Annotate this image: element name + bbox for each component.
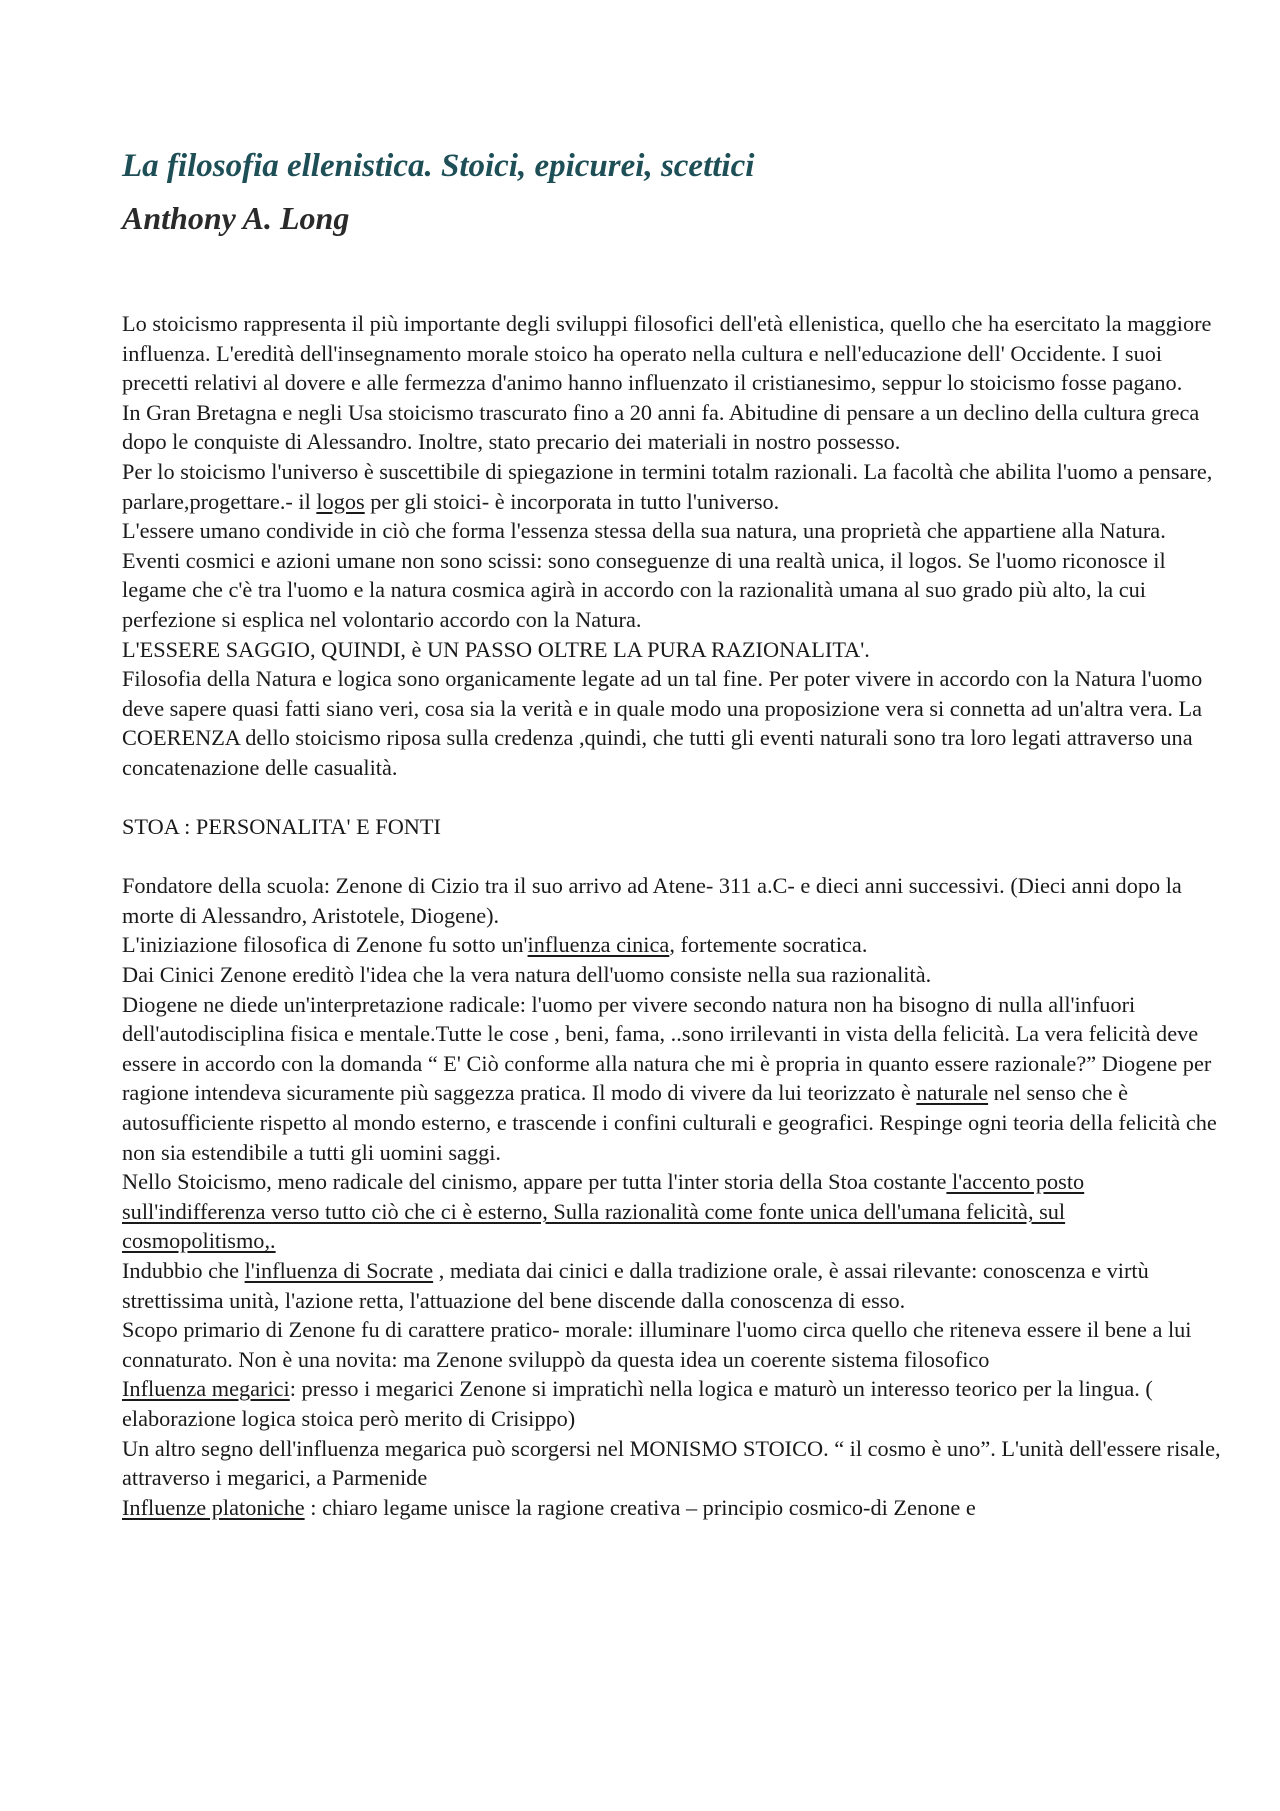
paragraph <box>122 990 1222 1168</box>
blank-line <box>122 783 1222 813</box>
text-run: Nello Stoicismo, meno radicale del cinismo, appare per tutta l'inter storia della Stoa costante <box>122 1169 947 1195</box>
paragraph: Fondatore della scuola: Zenone di Cizio tra il suo arrivo ad Atene- 311 a.C- e dieci anni successivi. (Dieci anni dopo la morte di Alessandro, Aristotele, Diogene). <box>122 873 1182 928</box>
text-run: Per lo stoicismo l'universo è suscettibile di spiegazione in termini totalm razionali. La facoltà che abilita l'uomo a pensare, parlare,progettare.- il <box>122 458 1213 514</box>
paragraph: Un altro segno dell'influenza megarica può scorgersi nel MONISMO STOICO. “ il cosmo è uno”. L'unità dell'essere risale, attraverso i megarici, a Parmenide <box>122 1435 1221 1491</box>
paragraph: L'ESSERE SAGGIO, QUINDI, è UN PASSO OLTRE LA PURA RAZIONALITA'. <box>122 636 870 662</box>
blank-line <box>122 842 1222 872</box>
underlined-passage: l'accento posto sull'indifferenza verso tutto ciò che ci è esterno, Sulla razionalità come fonte unica dell'umana felicità, sul cosmopolitismo,. <box>122 1169 1085 1254</box>
paragraph <box>122 1374 1222 1433</box>
underlined-term: Influenze platoniche <box>122 1494 305 1520</box>
section-heading: STOA : PERSONALITA' E FONTI <box>122 814 441 840</box>
underlined-term: Influenza megarici <box>122 1376 290 1402</box>
text-run: nel senso che è autosufficiente rispetto al mondo esterno, e trascende i confini culturali e geografici. Respinge ogni teoria della felicità che non sia estendibile a tutti gli uomini saggi. <box>122 1080 1217 1165</box>
document-author: Anthony A. Long <box>122 200 350 236</box>
paragraph <box>122 1493 1222 1523</box>
document-body <box>122 309 1222 1522</box>
underlined-term-logos: logos <box>316 488 365 514</box>
text-run: Diogene ne diede un'interpretazione radicale: l'uomo per vivere secondo natura non ha bisogno di nulla all'infuori dell'autodisciplina fisica e mentale.Tutte le cose , beni, fama, ..sono irrilevanti in vista della felicità. La vera felicità deve essere in accordo con la domanda “ E' Ciò conforme alla natura che mi è propria in quanto essere razionale?” Diogene per ragione intendeva sicuramente più saggezza pratica. Il modo di vivere da lui teorizzato è <box>122 991 1212 1106</box>
paragraph <box>122 930 1222 960</box>
text-run: L'iniziazione filosofica di Zenone fu sotto un' <box>122 932 528 958</box>
paragraph: L'essere umano condivide in ciò che forma l'essenza stessa della sua natura, una proprietà che appartiene alla Natura. Eventi cosmici e azioni umane non sono scissi: sono conseguenze di una realtà unica, il logos. Se l'uomo riconosce il legame che c'è tra l'uomo e la natura cosmica agirà in accordo con la razionalità umana al suo grado più alto, la cui perfezione si esplica nel volontario accordo con la Natura. <box>122 518 1166 632</box>
paragraph <box>122 1256 1222 1315</box>
paragraph: Dai Cinici Zenone ereditò l'idea che la vera natura dell'uomo consiste nella sua razionalità. <box>122 962 932 988</box>
underlined-term: naturale <box>916 1080 989 1106</box>
underlined-term: influenza cinica <box>527 932 670 958</box>
text-run: per gli stoici- è incorporata in tutto l'universo. <box>364 488 780 514</box>
document-title: La filosofia ellenistica. Stoici, epicurei, scettici <box>122 148 755 184</box>
underlined-term: l'influenza di Socrate <box>244 1258 434 1283</box>
text-run: : chiaro legame unisce la ragione creativa – principio cosmico-di Zenone e <box>304 1494 976 1520</box>
paragraph: Filosofia della Natura e logica sono organicamente legate ad un tal fine. Per poter vivere in accordo con la Natura l'uomo deve sapere quasi fatti siano veri, cosa sia la verità e in quale modo una proposizione vera si connetta ad un'altra vera. La COERENZA dello stoicismo riposa sulla credenza ,quindi, che tutti gli eventi naturali sono tra loro legati attraverso una concatenazione delle casualità. <box>122 666 1203 780</box>
paragraph: In Gran Bretagna e negli Usa stoicismo trascurato fino a 20 anni fa. Abitudine di pensare a un declino della cultura greca dopo le conquiste di Alessandro. Inoltre, stato precario dei materiali in nostro possesso. <box>122 399 1200 455</box>
paragraph <box>122 457 1222 516</box>
text-run: , mediata dai cinici e dalla tradizione orale, è assai rilevante: conoscenza e virtù strettissima unità, l'azione retta, l'attuazione del bene discende dalla conoscenza di esso. <box>122 1258 1149 1313</box>
text-run: , fortemente socratica. <box>669 932 868 958</box>
text-run: Indubbio che <box>122 1258 245 1283</box>
paragraph <box>122 1167 1222 1256</box>
paragraph: Lo stoicismo rappresenta il più importante degli sviluppi filosofici dell'età ellenistica, quello che ha esercitato la maggiore influenza. L'eredità dell'insegnamento morale stoico ha operato nella cultura e nell'educazione dell' Occidente. I suoi precetti relativi al dovere e alle fermezza d'animo hanno influenzato il cristianesimo, seppur lo stoicismo fosse pagano. <box>122 311 1212 396</box>
paragraph: Scopo primario di Zenone fu di carattere pratico- morale: illuminare l'uomo circa quello che riteneva essere il bene a lui connaturato. Non è una novita: ma Zenone sviluppò da questa idea un coerente sistema filosofico <box>122 1317 1192 1372</box>
text-run: : presso i megarici Zenone si impratichì nella logica e maturò un interesso teorico per la lingua. ( elaborazione logica stoica però merito di Crisippo) <box>122 1376 1153 1431</box>
